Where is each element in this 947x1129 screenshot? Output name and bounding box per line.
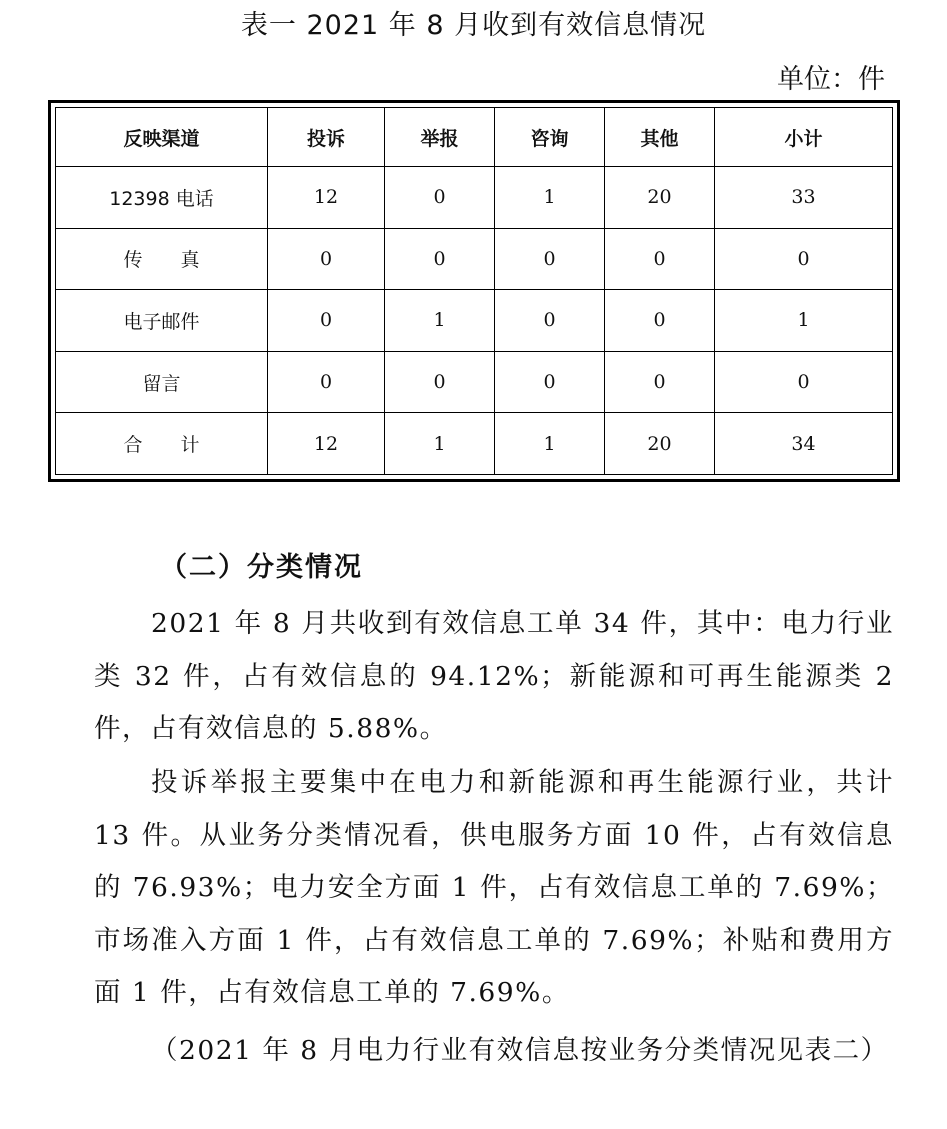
cell-other: 0 (605, 228, 715, 290)
section-heading: （二）分类情况 (160, 552, 363, 583)
cell-report: 0 (385, 351, 495, 413)
row-channel: 留言 (56, 351, 268, 413)
cell-complaint: 0 (268, 351, 385, 413)
row-channel: 12398 电话 (56, 167, 268, 229)
cell-subtotal: 34 (715, 413, 893, 475)
header-channel: 反映渠道 (56, 108, 268, 167)
unit-label: 单位：件 (777, 64, 885, 95)
cell-subtotal: 33 (715, 167, 893, 229)
cell-other: 20 (605, 413, 715, 475)
table-title: 表一 2021 年 8 月收到有效信息情况 (240, 10, 707, 41)
cell-complaint: 12 (268, 167, 385, 229)
statistics-table-frame (48, 100, 900, 482)
table-row (56, 290, 893, 352)
row-channel: 电子邮件 (56, 290, 268, 352)
cell-complaint: 0 (268, 228, 385, 290)
body-paragraph: （2021 年 8 月电力行业有效信息按业务分类情况见表二） (151, 1035, 889, 1066)
table-header-row (56, 108, 893, 167)
statistics-table (55, 107, 893, 475)
cell-subtotal: 0 (715, 351, 893, 413)
row-channel: 传 真 (56, 228, 268, 290)
header-other: 其他 (605, 108, 715, 167)
cell-report: 1 (385, 290, 495, 352)
cell-other: 20 (605, 167, 715, 229)
table-row (56, 167, 893, 229)
cell-other: 0 (605, 351, 715, 413)
header-report: 举报 (385, 108, 495, 167)
header-complaint: 投诉 (268, 108, 385, 167)
header-subtotal: 小计 (715, 108, 893, 167)
cell-other: 0 (605, 290, 715, 352)
cell-complaint: 0 (268, 290, 385, 352)
cell-report: 0 (385, 167, 495, 229)
body-paragraph: 投诉举报主要集中在电力和新能源和再生能源行业，共计 13 件。从业务分类情况看，供电服务方面 10 件，占有效信息的 76.93%；电力安全方面 1 件，占有效信息工单的 7.69%；市场准入方面 1 件，占有效信息工单的 7.69%；补贴和费用方面 1 件，占有效信息工单的 7.69%。 (94, 767, 894, 1008)
table-total-row (56, 413, 893, 475)
row-channel: 合 计 (56, 413, 268, 475)
cell-subtotal: 1 (715, 290, 893, 352)
header-inquiry: 咨询 (495, 108, 605, 167)
cell-inquiry: 0 (495, 351, 605, 413)
cell-report: 1 (385, 413, 495, 475)
cell-subtotal: 0 (715, 228, 893, 290)
table-row (56, 228, 893, 290)
cell-report: 0 (385, 228, 495, 290)
cell-inquiry: 1 (495, 413, 605, 475)
body-paragraph: 2021 年 8 月共收到有效信息工单 34 件，其中：电力行业类 32 件，占有效信息的 94.12%；新能源和可再生能源类 2 件，占有效信息的 5.88%。 (94, 608, 894, 744)
table-row (56, 351, 893, 413)
cell-inquiry: 0 (495, 228, 605, 290)
cell-complaint: 12 (268, 413, 385, 475)
cell-inquiry: 1 (495, 167, 605, 229)
cell-inquiry: 0 (495, 290, 605, 352)
